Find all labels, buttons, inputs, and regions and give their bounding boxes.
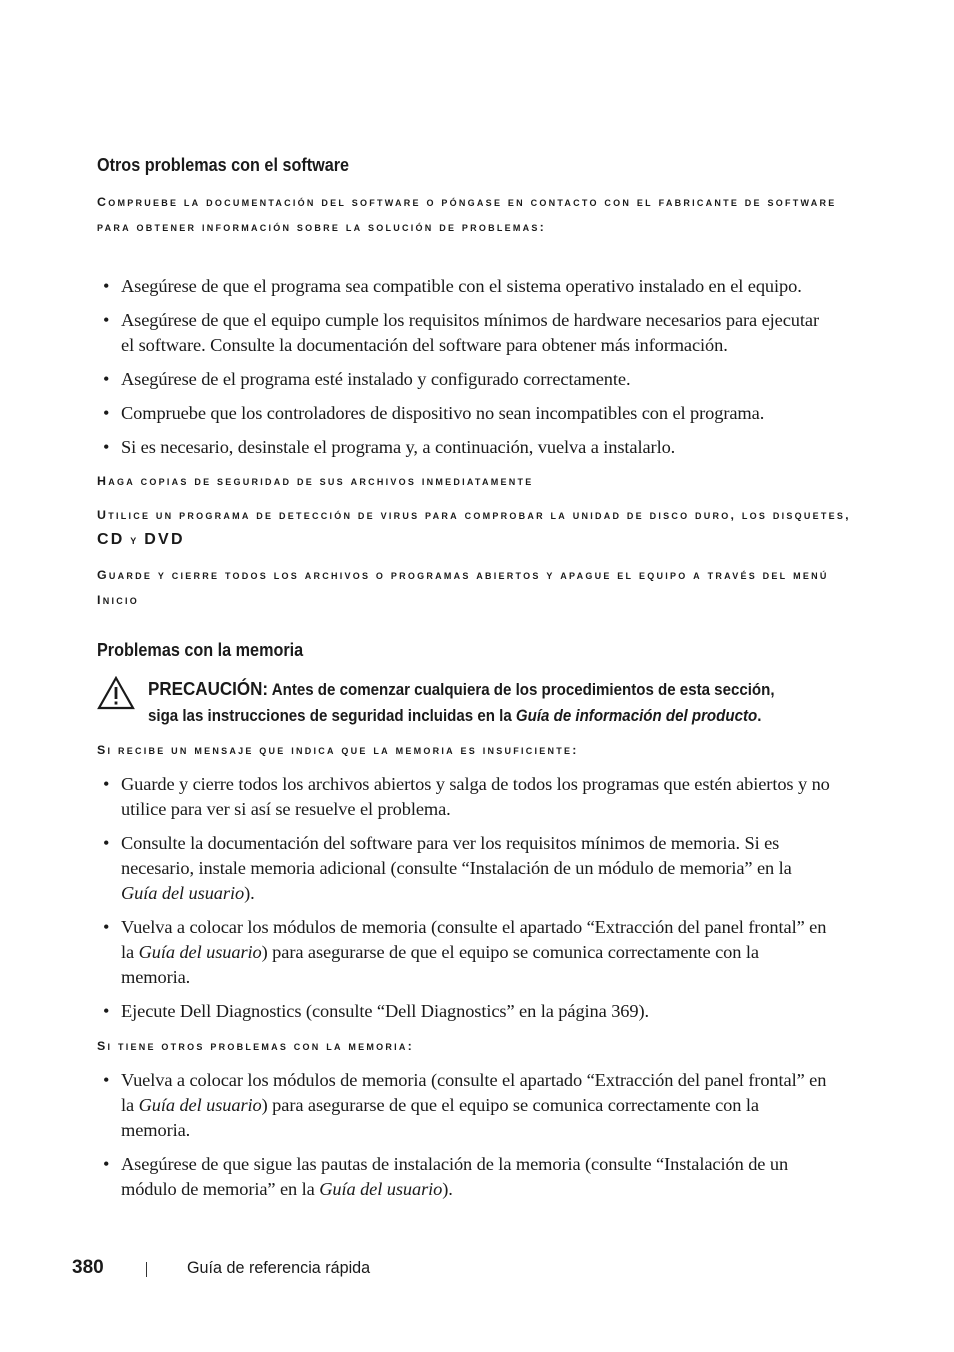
subheading-insufficient-memory: Si recibe un mensaje que indica que la memoria es insuficiente: xyxy=(97,743,579,757)
user-guide-title: Guía del usuario xyxy=(319,1179,443,1199)
list-item xyxy=(97,831,832,906)
user-guide-title: Guía del usuario xyxy=(138,1095,262,1115)
list-item xyxy=(97,1068,832,1143)
list-item: • Asegúrese de que el programa sea compatible con el sistema operativo instalado en el equipo. xyxy=(97,274,832,299)
page-number: 380 xyxy=(72,1257,104,1278)
footer-title: Guía de referencia rápida xyxy=(187,1258,371,1277)
footer-divider xyxy=(146,1262,147,1277)
insufficient-memory-list xyxy=(97,772,832,1033)
subheading-virus-scan xyxy=(97,503,857,552)
list-item: • Asegúrese de que el equipo cumple los requisitos mínimos de hardware necesarios para ejecutar el software. Consulte la documentación del software para obtener más información. xyxy=(97,308,832,358)
list-item-text: ) para asegurarse de que el equipo se comunica correctamente con la memoria. xyxy=(121,1095,759,1140)
list-item: • Asegúrese de el programa esté instalado y configurado correctamente. xyxy=(97,367,832,392)
list-item-text: Asegúrese de que sigue las pautas de instalación de la memoria (consulte “Instalación de un módulo de memoria” en la xyxy=(121,1154,789,1199)
dvd-text: DVD xyxy=(144,530,185,548)
section-heading-memory: Problemas con la memoria xyxy=(97,640,304,660)
list-item-text: Consulte la documentación del software para ver los requisitos mínimos de memoria. Si es necesario, instale memoria adicional (consulte “Instalación de un módulo de memoria” en la xyxy=(121,833,792,878)
warning-triangle-icon xyxy=(97,676,135,710)
virus-scan-text: Utilice un programa de detección de virus para comprobar la unidad de disco duro, los disquetes, xyxy=(97,508,851,522)
other-memory-problems-list xyxy=(97,1068,832,1211)
subheading-check-documentation: Compruebe la documentación del software o póngase en contacto con el fabricante de software para obtener información sobre la solución de problemas: xyxy=(97,195,837,234)
user-guide-title: Guía del usuario xyxy=(121,883,245,903)
subheading-other-memory-problems: Si tiene otros problemas con la memoria: xyxy=(97,1039,415,1053)
section-heading-software: Otros problemas con el software xyxy=(97,155,350,175)
user-guide-title: Guía del usuario xyxy=(138,942,262,962)
subheading-save-and-shutdown: Guarde y cierre todos los archivos o programas abiertos y apague el equipo a través del menú Inicio xyxy=(97,568,829,607)
cd-text: CD xyxy=(97,530,125,548)
list-item-text: ). xyxy=(244,883,255,903)
list-item: • Guarde y cierre todos los archivos abiertos y salga de todos los programas que estén abiertos y no utilice para ver si así se resuelve el problema. xyxy=(97,772,832,822)
list-item xyxy=(97,1152,832,1202)
list-item-text: ) para asegurarse de que el equipo se comunica correctamente con la memoria. xyxy=(121,942,759,987)
list-item-text: Vuelva a colocar los módulos de memoria (consulte el apartado “Extracción del panel frontal” en la xyxy=(121,1070,827,1115)
software-tips-list xyxy=(97,274,832,469)
list-item-text: ). xyxy=(442,1179,453,1199)
caution-label: PRECAUCIÓN: xyxy=(148,678,269,699)
list-item-text: Vuelva a colocar los módulos de memoria (consulte el apartado “Extracción del panel frontal” en la xyxy=(121,917,827,962)
product-info-guide-title: Guía de información del producto xyxy=(515,707,758,725)
list-item xyxy=(97,915,832,990)
caution-body: Antes de comenzar cualquiera de los procedimientos de esta sección, siga las instrucciones de seguridad incluidas en la xyxy=(148,681,775,725)
caution-text xyxy=(148,676,792,729)
list-item: • Si es necesario, desinstale el programa y, a continuación, vuelva a instalarlo. xyxy=(97,435,832,460)
and-text: y xyxy=(124,532,145,547)
list-item: • Ejecute Dell Diagnostics (consulte “Dell Diagnostics” en la página 369). xyxy=(97,999,832,1024)
list-item: • Compruebe que los controladores de dispositivo no sean incompatibles con el programa. xyxy=(97,401,832,426)
subheading-backup: Haga copias de seguridad de sus archivos inmediatamente xyxy=(97,474,534,488)
caution-end: . xyxy=(757,707,762,725)
